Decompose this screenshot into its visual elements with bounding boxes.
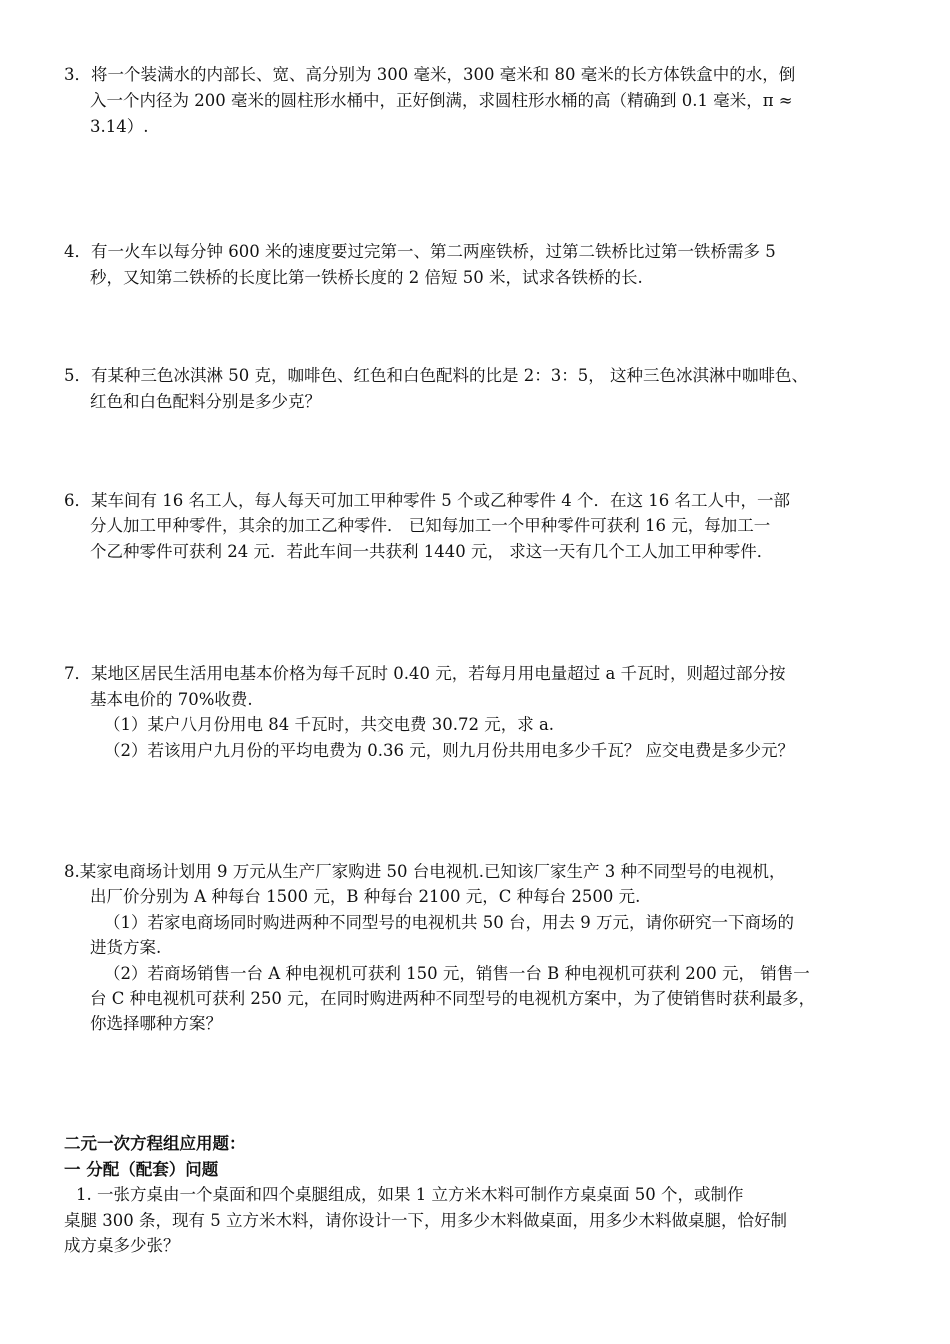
section-problem-1-line-2: 桌腿 300 条，现有 5 立方米木料，请你设计一下，用多少木料做桌面，用多少木料做桌腿，恰好制 [64,1211,787,1230]
problem-5-line-1: 5．有某种三色冰淇淋 50 克，咖啡色、红色和白色配料的比是 2：3：5， 这种三色冰淇淋中咖啡色、 [64,366,808,385]
section-subheading: 一 分配（配套）问题 [64,1160,219,1179]
section-problem-1-line-3: 成方桌多少张？ [64,1236,180,1255]
problem-3-line-3: 3.14）. [90,117,149,136]
problem-8-question-2-line-3: 你选择哪种方案？ [90,1014,222,1033]
problem-8-question-1-line-2: 进货方案. [90,938,162,957]
problem-8-question-1-line-1: （1）若家电商场同时购进两种不同型号的电视机共 50 台，用去 9 万元，请你研究一下商场的 [104,913,794,932]
problem-4-line-1: 4．有一火车以每分钟 600 米的速度要过完第一、第二两座铁桥，过第二铁桥比过第一铁桥需多 5 [64,242,776,261]
problem-3-line-2: 入一个内径为 200 毫米的圆柱形水桶中，正好倒满，求圆柱形水桶的高（精确到 0.1 毫米，π ≈ [90,91,793,110]
problem-8-question-2-line-1: （2）若商场销售一台 A 种电视机可获利 150 元，销售一台 B 种电视机可获利 200 元， 销售一 [104,964,810,983]
section-problem-1-line-1: 1. 一张方桌由一个桌面和四个桌腿组成，如果 1 立方米木料可制作方桌桌面 50 个，或制作 [76,1185,744,1204]
section-heading: 二元一次方程组应用题： [64,1134,246,1153]
problem-7-question-1: （1）某户八月份用电 84 千瓦时，共交电费 30.72 元，求 a. [104,715,555,734]
problem-7-question-2: （2）若该用户九月份的平均电费为 0.36 元，则九月份共用电多少千瓦？ 应交电费是多少元？ [104,741,794,760]
problem-4-line-2: 秒，又知第二铁桥的长度比第一铁桥长度的 2 倍短 50 米，试求各铁桥的长. [90,268,643,287]
problem-7-line-1: 7．某地区居民生活用电基本价格为每千瓦时 0.40 元，若每月用电量超过 a 千瓦时，则超过部分按 [64,664,786,683]
problem-6-line-2: 分人加工甲种零件，其余的加工乙种零件． 已知每加工一个甲种零件可获利 16 元，每加工一 [90,516,771,535]
problem-8-line-2: 出厂价分别为 A 种每台 1500 元，B 种每台 2100 元，C 种每台 2500 元. [90,887,641,906]
problem-6-line-1: 6．某车间有 16 名工人，每人每天可加工甲种零件 5 个或乙种零件 4 个．在这 16 名工人中，一部 [64,491,790,510]
problem-7-line-2: 基本电价的 70%收费. [90,690,253,709]
problem-8-question-2-line-2: 台 C 种电视机可获利 250 元，在同时购进两种不同型号的电视机方案中，为了使销售时获利最多， [90,989,816,1008]
problem-3-line-1: 3．将一个装满水的内部长、宽、高分别为 300 毫米，300 毫米和 80 毫米的长方体铁盒中的水，倒 [64,65,796,84]
problem-8-line-1: 8.某家电商场计划用 9 万元从生产厂家购进 50 台电视机.已知该厂家生产 3 种不同型号的电视机， [64,862,786,881]
problem-6-line-3: 个乙种零件可获利 24 元．若此车间一共获利 1440 元， 求这一天有几个工人加工甲种零件． [90,542,774,561]
problem-5-line-2: 红色和白色配料分别是多少克？ [90,392,321,411]
